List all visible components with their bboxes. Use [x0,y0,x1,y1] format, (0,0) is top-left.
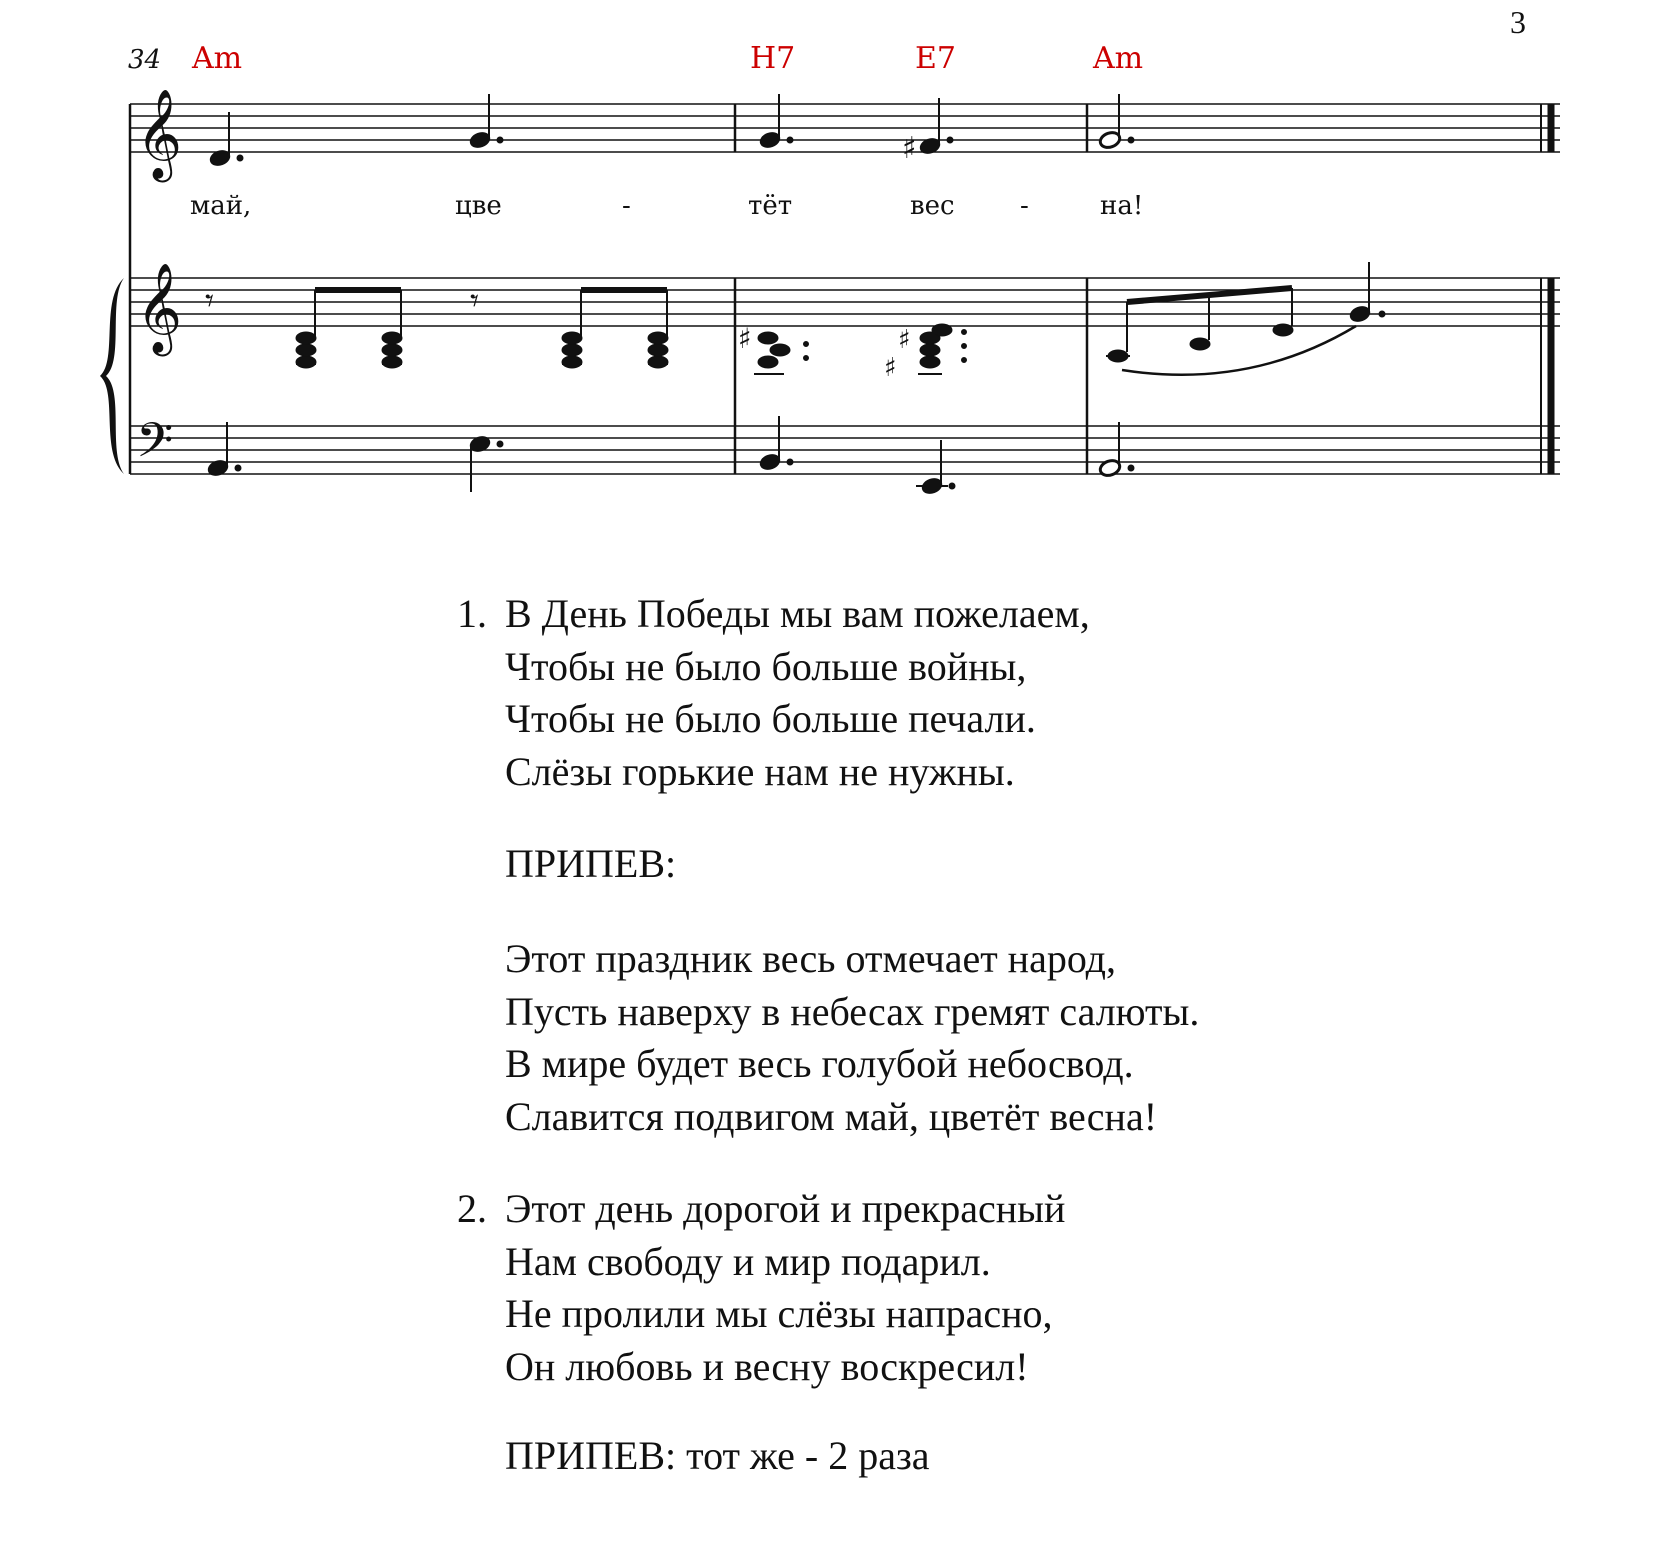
sharp-icon: ♯ [902,131,917,166]
sharp-icon: ♯ [884,353,897,383]
lyric-syllable: цве [455,191,502,221]
verse-line: Нам свободу и мир подарил. [505,1238,991,1284]
measure-number: 34 [128,45,162,75]
sharp-icon: ♯ [738,322,752,355]
final-chorus [505,1430,930,1483]
piano-treble-notes [205,262,1385,375]
page-number: 3 [1510,4,1526,40]
chord-symbol: Am [1093,41,1144,76]
verse-line: Слёзы горькие нам не нужны. [505,748,1015,794]
chorus-label [505,838,676,891]
svg-text:𝄾: 𝄾 [470,281,480,321]
verse-line: Он любовь и весну воскресил! [505,1343,1029,1389]
chorus-line: В мире будет весь голубой небосвод. [505,1041,1134,1086]
lyric-syllable: на! [1100,191,1144,221]
verse-number: 2. [457,1186,487,1231]
vocal-notes [208,94,1134,168]
treble-clef-icon: 𝄞 [136,263,183,353]
piano-bass-notes [206,416,1134,496]
piano-brace-icon [100,278,124,474]
chord-symbol: E7 [915,41,956,76]
vocal-staff [130,104,1560,152]
chord-symbol: H7 [750,41,796,76]
lyric-syllable: - [622,191,631,221]
chorus-line: Пусть наверху в небесах гремят салюты. [505,988,1200,1034]
chorus-heading: ПРИПЕВ: [505,841,677,886]
piano-bass-staff [130,426,1560,474]
piano-treble-staff [130,278,1560,326]
verse-line: Этот день дорогой и прекрасный [505,1186,1066,1231]
chord-symbol: Am [192,41,243,76]
verse-line: В День Победы мы вам пожелаем, [505,591,1090,636]
sharp-icon: ♯ [898,325,911,355]
chorus-line: Этот праздник весь отмечает народ, [505,936,1117,981]
chorus-line: Славится подвигом май, цветёт весна! [505,1093,1158,1139]
lyric-syllable: вес [910,191,955,221]
svg-text:𝄾: 𝄾 [205,281,215,321]
lyric-syllable: - [1020,191,1029,221]
verse-line: Не пролили мы слёзы напрасно, [505,1291,1053,1336]
lyric-syllable: май, [190,191,252,221]
final-chorus-line: ПРИПЕВ: тот же - 2 раза [505,1433,930,1478]
verse-1 [457,588,1090,798]
lyric-syllable: тёт [748,191,793,221]
treble-clef-icon: 𝄞 [136,89,183,179]
verse-2 [457,1183,1066,1393]
verse-line: Чтобы не было больше печали. [505,696,1036,741]
sheet-music-score [0,0,1656,520]
verse-number: 1. [457,591,487,636]
verse-line: Чтобы не было больше войны, [505,643,1027,689]
chorus [505,933,1199,1143]
bass-clef-icon: 𝄢 [136,412,174,480]
piano-barlines [735,278,1551,474]
